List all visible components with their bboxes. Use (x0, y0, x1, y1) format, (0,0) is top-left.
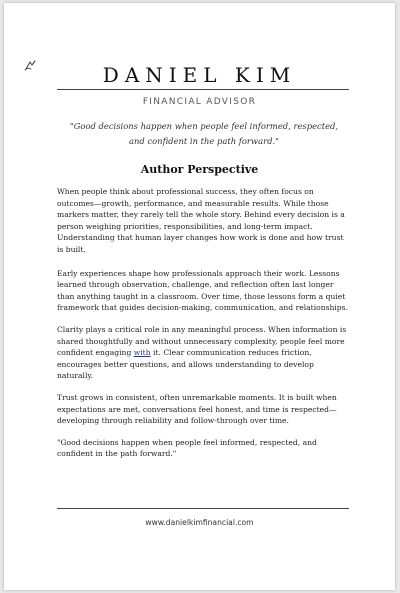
paragraph-text: Clarity plays a critical role in any meaningful process. When information is shared thoughtfully and without unnecessary complexity, people feel more confident engaging (57, 324, 347, 358)
body-text (57, 186, 351, 470)
author-name: DANIEL KIM (102, 63, 297, 87)
paragraph-text: it. Clear communication reduces friction, encourages better questions, and allows understanding to develop naturally. (57, 348, 314, 381)
closing-quote: "Good decisions happen when people feel informed, respected, and confident in the path forward." (57, 437, 317, 459)
author-role: FINANCIAL ADVISOR (142, 97, 257, 107)
footer-divider (57, 508, 349, 509)
paragraph: When people think about professional success, they often focus on outcomes—growth, performance, and measurable results. While those markers matter, they rarely tell the whole story. Behind every decision is a person weighing priorities, responsibilities, and long-term impact. Understanding that human layer changes how work is done and how trust is built. (57, 187, 345, 254)
paragraph (57, 324, 351, 382)
section-heading: Author Perspective (140, 163, 259, 176)
header-divider (57, 89, 349, 90)
document-page (4, 3, 395, 590)
header-quote: "Good decisions happen when people feel informed, respected, and confident in the path forward." (69, 121, 339, 146)
paragraph: Trust grows in consistent, often unremarkable moments. It is built when expectations are met, conversations feel honest, and time is respected—developing through reliability and follow-through over time. (57, 392, 337, 426)
paragraph: Early experiences shape how professionals approach their work. Lessons learned through observation, challenge, and reflection often last longer than anything taught in a classroom. Over time, those lessons form a quiet framework that guides decision-making, communication, and relationships. (57, 268, 348, 313)
footer-url[interactable]: www.danielkimfinancial.com (145, 518, 254, 527)
inline-link[interactable]: with (133, 348, 151, 358)
